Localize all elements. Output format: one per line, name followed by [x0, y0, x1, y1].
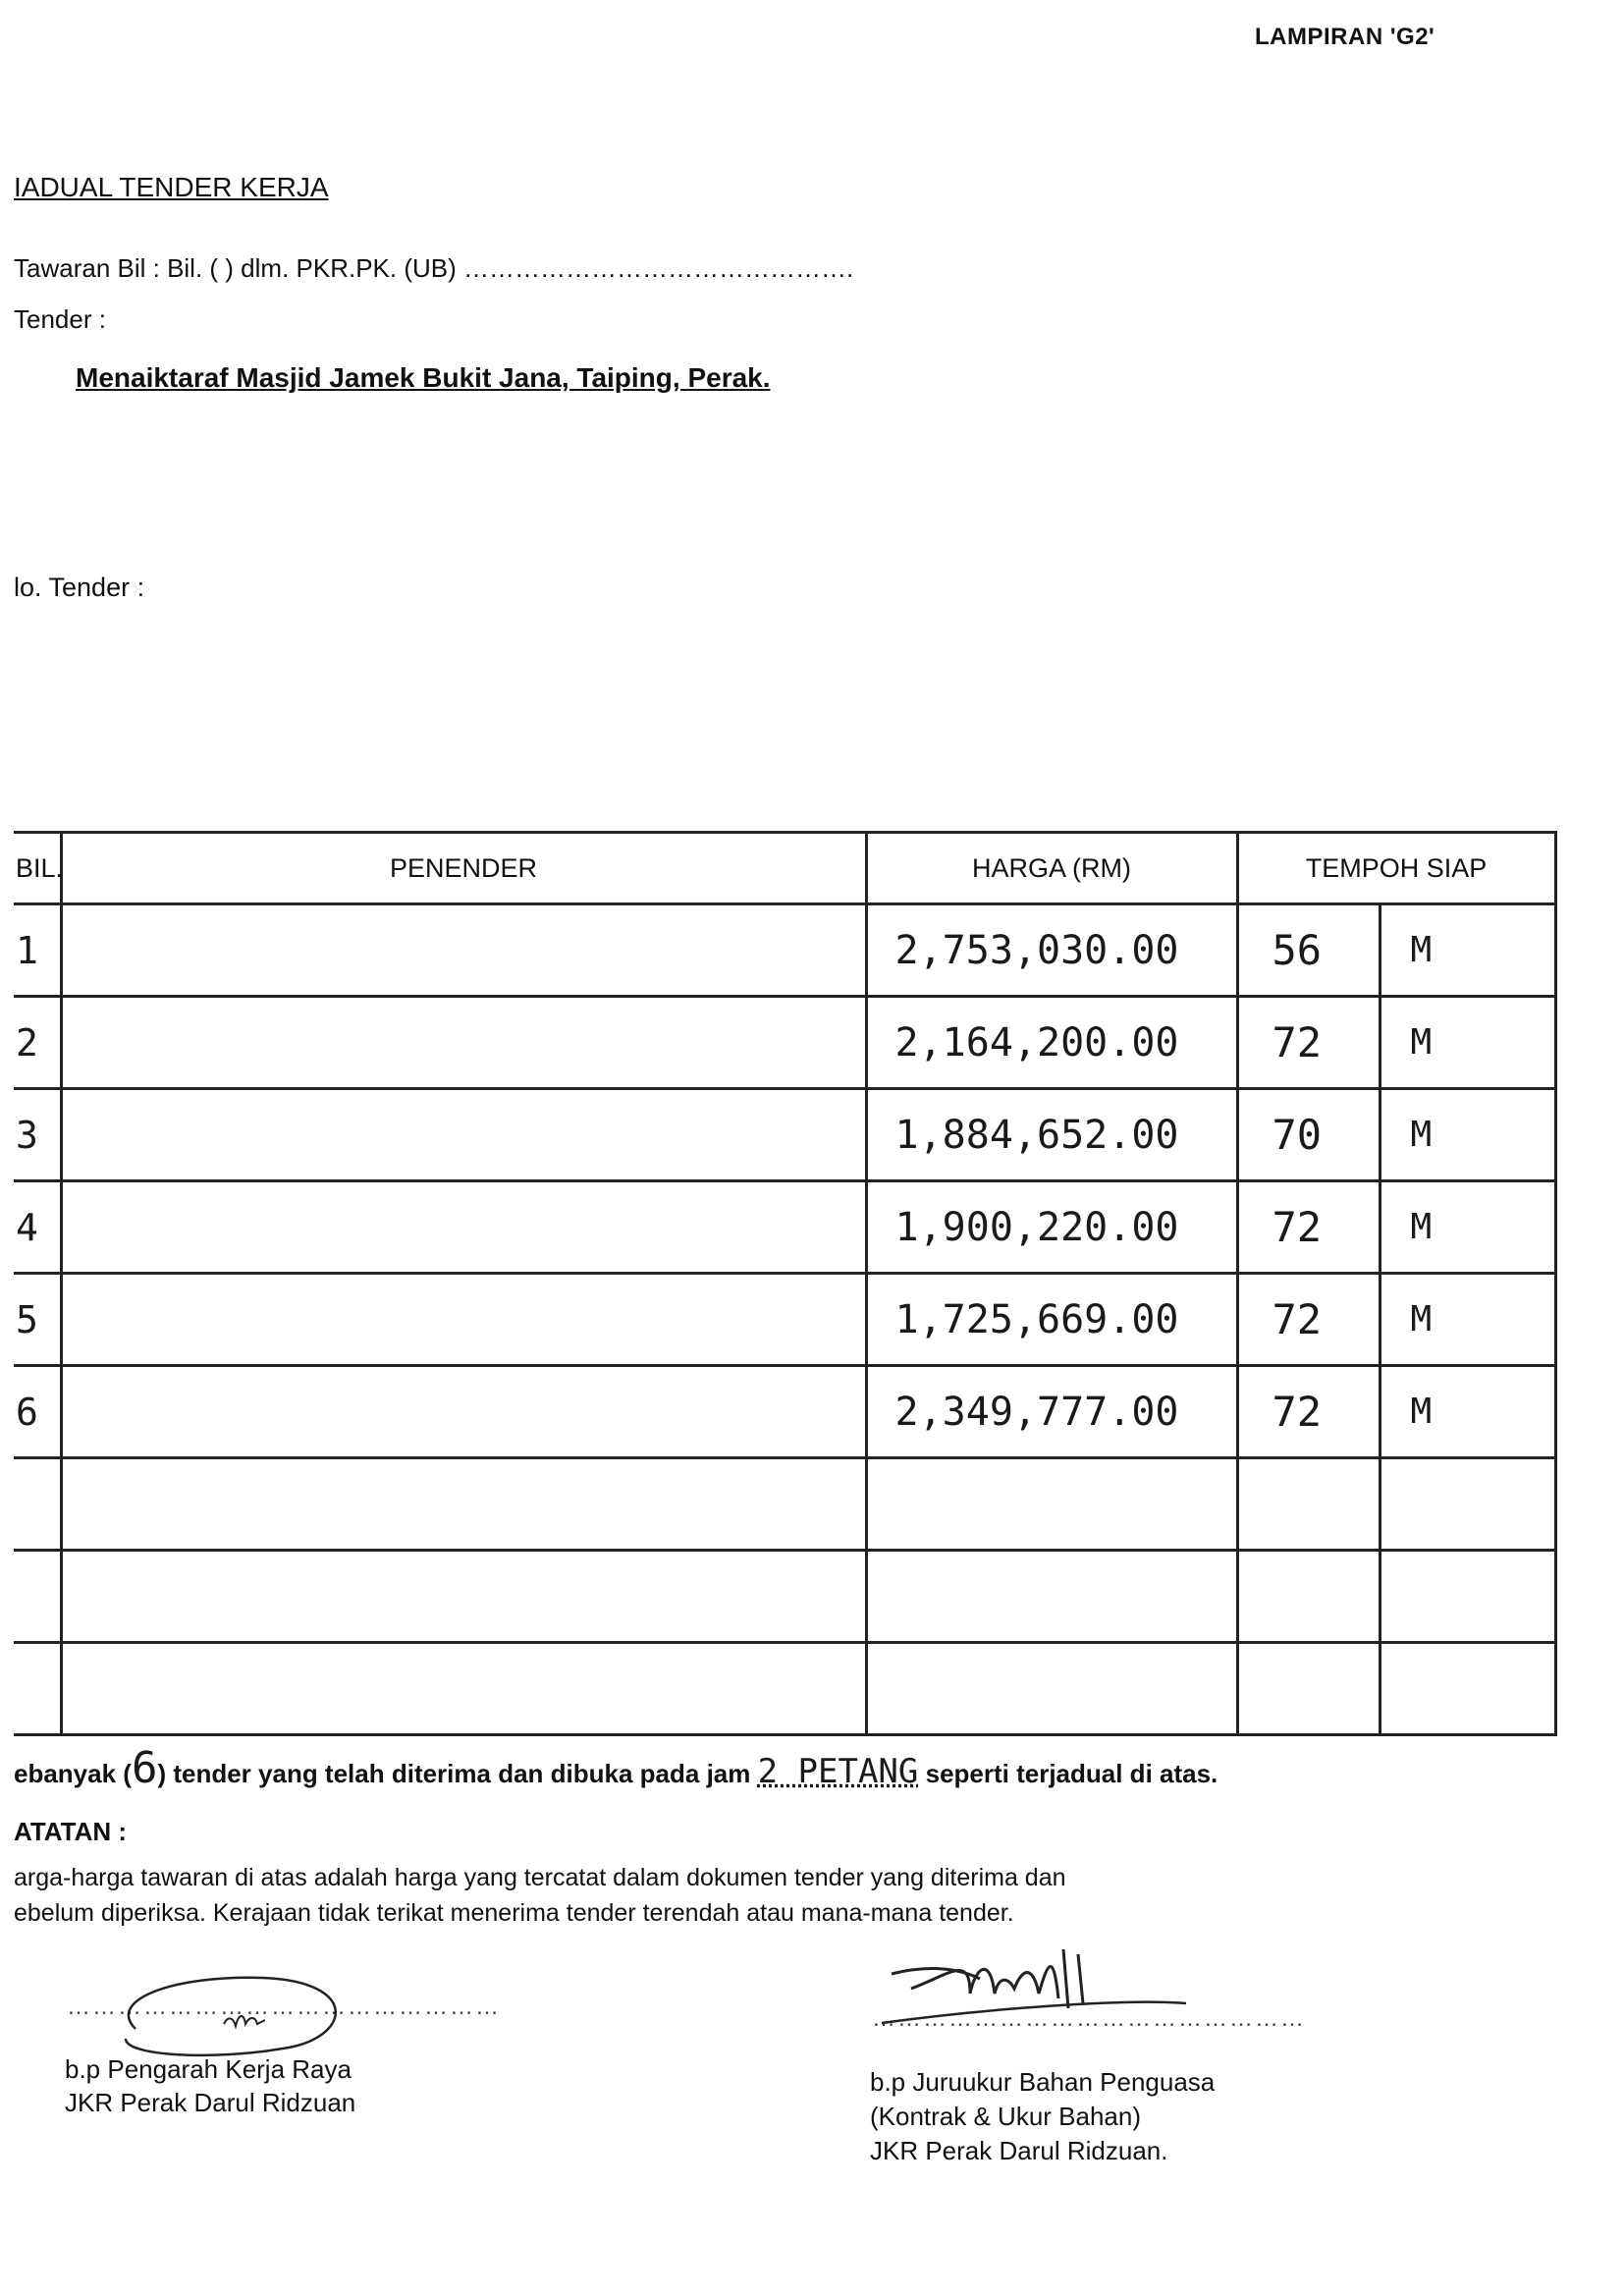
- cell-tempoh: 72: [1237, 1274, 1380, 1366]
- right-signatory-office: JKR Perak Darul Ridzuan.: [870, 2136, 1168, 2165]
- cell-harga: [866, 1643, 1237, 1735]
- cell-harga: 2,164,200.00: [866, 997, 1237, 1089]
- summary-line: [14, 1743, 1218, 1793]
- summary-prefix: ebanyak (: [14, 1759, 132, 1788]
- table-row: [14, 1181, 1555, 1274]
- cell-harga: 1,900,220.00: [866, 1181, 1237, 1274]
- no-tender-label: lo. Tender :: [14, 573, 145, 602]
- attachment-label: LAMPIRAN 'G2': [1255, 24, 1435, 50]
- cell-penender: [61, 1274, 866, 1366]
- opening-time: 2 PETANG: [757, 1752, 919, 1791]
- summary-suffix: seperti terjadual di atas.: [925, 1759, 1218, 1788]
- notes-heading: ATATAN :: [14, 1817, 128, 1846]
- project-title: Menaiktaraf Masjid Jamek Bukit Jana, Taiping, Perak.: [76, 362, 771, 393]
- cell-harga: 1,725,669.00: [866, 1274, 1237, 1366]
- cell-unit: M: [1380, 904, 1555, 997]
- tawaran-line: Tawaran Bil : Bil. ( ) dlm. PKR.PK. (UB) ……………………………………….: [14, 253, 854, 283]
- cell-penender: [61, 1458, 866, 1551]
- notes-line-1: arga-harga tawaran di atas adalah harga yang tercatat dalam dokumen tender yang diterima dan: [14, 1864, 1066, 1891]
- cell-harga: 2,753,030.00: [866, 904, 1237, 997]
- cell-tempoh: [1237, 1458, 1380, 1551]
- cell-tempoh: 72: [1237, 997, 1380, 1089]
- left-signature-icon: [67, 1970, 538, 2063]
- document-heading: IADUAL TENDER KERJA: [14, 172, 329, 202]
- cell-harga: [866, 1551, 1237, 1643]
- column-header-tempoh: TEMPOH SIAP: [1237, 833, 1555, 904]
- column-header-bil: BIL.: [14, 833, 61, 904]
- right-signature-line: ……………………………………………: [872, 2005, 1306, 2032]
- table-row: [14, 904, 1555, 997]
- table-row: [14, 1458, 1555, 1551]
- left-signatory-title: b.p Pengarah Kerja Raya: [65, 2054, 352, 2084]
- cell-unit: M: [1380, 1181, 1555, 1274]
- tender-count: 6: [131, 1743, 158, 1793]
- table-header-row: [14, 833, 1555, 904]
- cell-bil: 4: [14, 1181, 61, 1274]
- cell-tempoh: [1237, 1643, 1380, 1735]
- cell-bil: 1: [14, 904, 61, 997]
- cell-bil: 6: [14, 1366, 61, 1458]
- cell-penender: [61, 1551, 866, 1643]
- cell-unit: [1380, 1643, 1555, 1735]
- cell-harga: [866, 1458, 1237, 1551]
- cell-unit: [1380, 1551, 1555, 1643]
- table-row: [14, 1551, 1555, 1643]
- table-row: [14, 1366, 1555, 1458]
- tender-table: [14, 831, 1555, 1734]
- right-signatory-title: b.p Juruukur Bahan Penguasa: [870, 2067, 1216, 2097]
- cell-bil: [14, 1643, 61, 1735]
- cell-unit: M: [1380, 1089, 1555, 1181]
- table-row: [14, 1089, 1555, 1181]
- cell-tempoh: 70: [1237, 1089, 1380, 1181]
- cell-penender: [61, 1089, 866, 1181]
- table-row: [14, 1274, 1555, 1366]
- cell-penender: [61, 997, 866, 1089]
- cell-penender: [61, 1643, 866, 1735]
- cell-harga: 2,349,777.00: [866, 1366, 1237, 1458]
- cell-tempoh: 56: [1237, 904, 1380, 997]
- cell-tempoh: 72: [1237, 1181, 1380, 1274]
- tender-label: Tender :: [14, 304, 106, 334]
- right-signature-icon: [872, 1935, 1265, 2052]
- table-row: [14, 997, 1555, 1089]
- summary-middle: ) tender yang telah diterima dan dibuka pada jam: [157, 1759, 751, 1788]
- cell-unit: M: [1380, 1274, 1555, 1366]
- cell-bil: [14, 1458, 61, 1551]
- column-header-harga: HARGA (RM): [866, 833, 1237, 904]
- cell-bil: [14, 1551, 61, 1643]
- cell-bil: 3: [14, 1089, 61, 1181]
- cell-tempoh: [1237, 1551, 1380, 1643]
- cell-unit: M: [1380, 1366, 1555, 1458]
- cell-unit: [1380, 1458, 1555, 1551]
- left-signatory-office: JKR Perak Darul Ridzuan: [65, 2088, 356, 2117]
- column-header-penender: PENENDER: [61, 833, 866, 904]
- cell-tempoh: 72: [1237, 1366, 1380, 1458]
- cell-bil: 2: [14, 997, 61, 1089]
- notes-line-2: ebelum diperiksa. Kerajaan tidak terikat menerima tender terendah atau mana-mana tender.: [14, 1899, 1014, 1927]
- cell-penender: [61, 904, 866, 997]
- cell-unit: M: [1380, 997, 1555, 1089]
- cell-bil: 5: [14, 1274, 61, 1366]
- left-signature-line: ……………………………………………: [67, 1994, 501, 2020]
- cell-harga: 1,884,652.00: [866, 1089, 1237, 1181]
- cell-penender: [61, 1181, 866, 1274]
- table-row: [14, 1643, 1555, 1735]
- right-signatory-dept: (Kontrak & Ukur Bahan): [870, 2102, 1142, 2131]
- cell-penender: [61, 1366, 866, 1458]
